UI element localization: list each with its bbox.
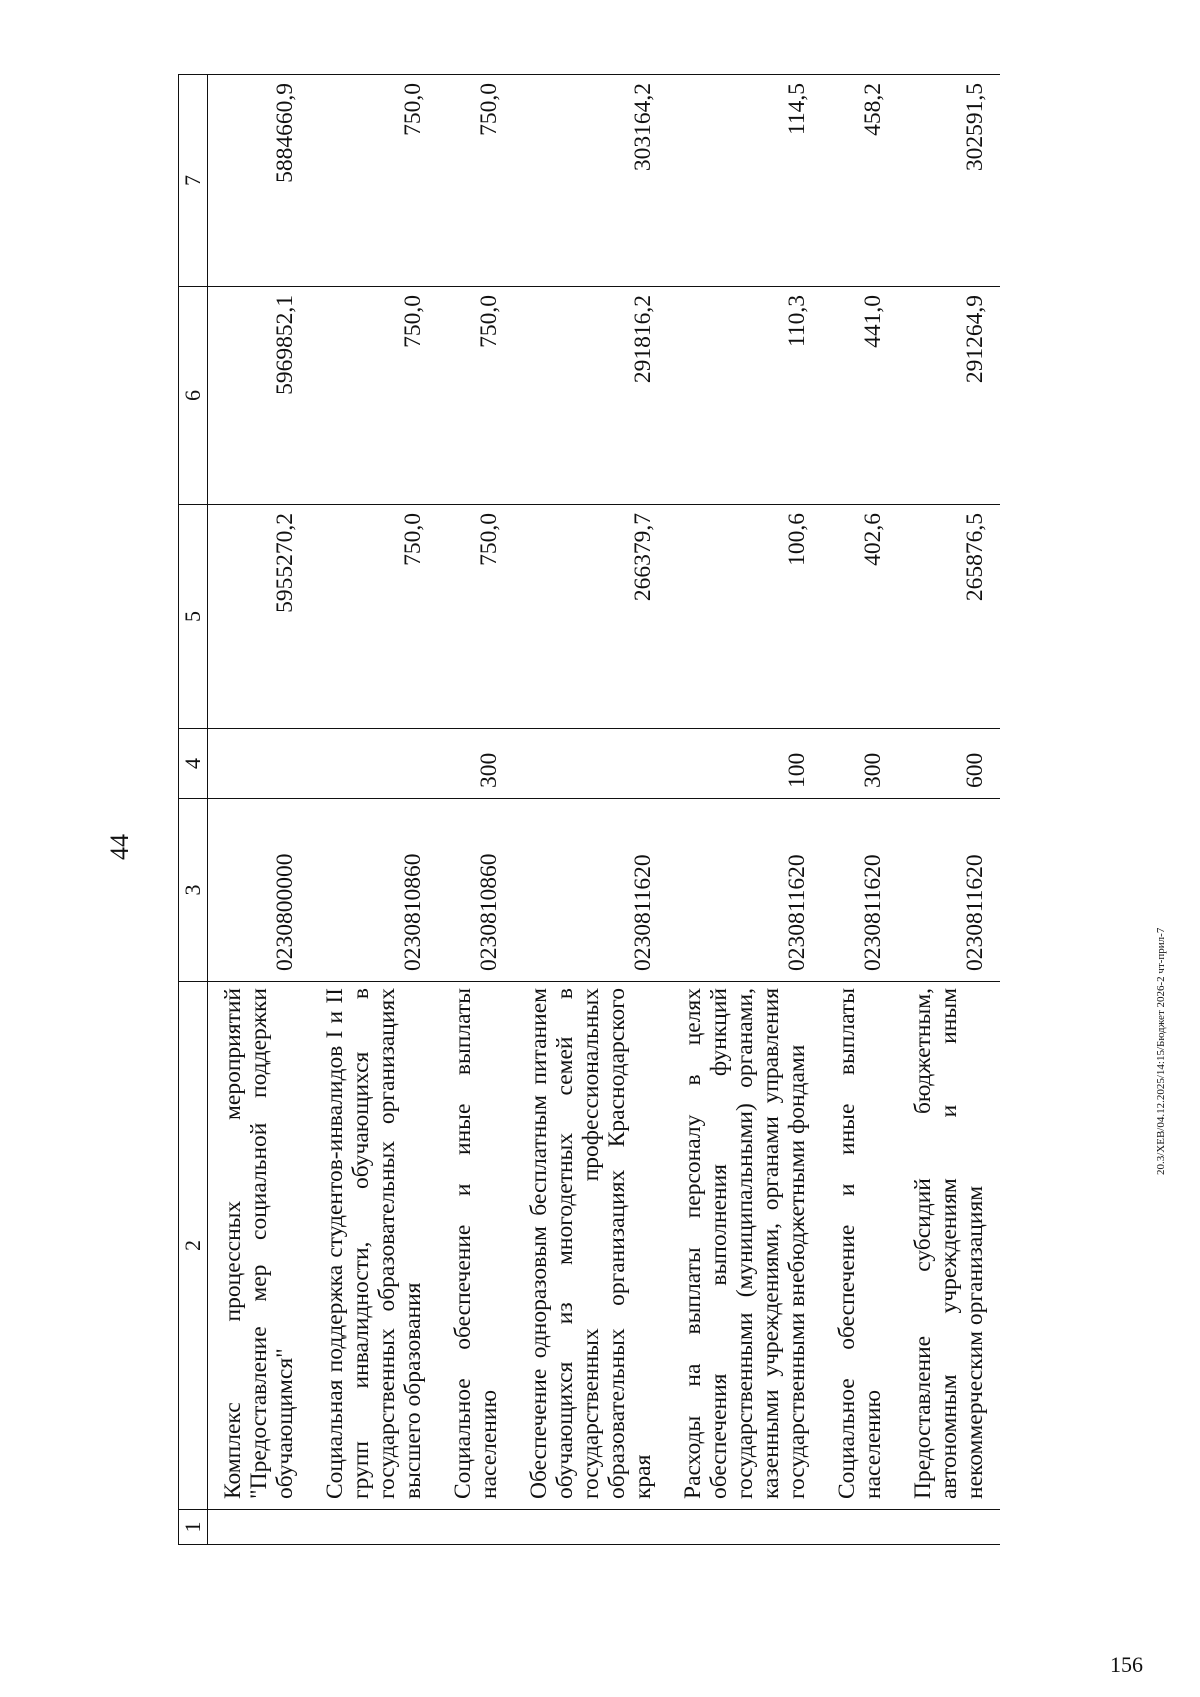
row-index-cell <box>208 1510 311 1545</box>
top-page-number: 44 <box>105 834 134 860</box>
table-row <box>822 75 898 1545</box>
amount-year2-cell: 110,3 <box>668 287 822 505</box>
amount-year1-cell: 402,6 <box>822 505 898 729</box>
amount-year3-cell: 5884660,9 <box>208 75 311 287</box>
table-row <box>310 75 438 1545</box>
row-index-cell <box>668 1510 822 1545</box>
expense-type-cell: 300 <box>438 729 514 799</box>
table-row <box>668 75 822 1545</box>
row-name-cell: Комплекс процессных мероприятий "Предоставление мер социальной поддержки обучающимся" <box>208 982 311 1510</box>
target-code-cell: 0230810860 <box>438 799 514 982</box>
table-row <box>208 75 311 1545</box>
column-header-2: 2 <box>179 982 208 1510</box>
row-name-cell: Социальное обеспечение и иные выплаты населению <box>822 982 898 1510</box>
column-header-1: 1 <box>179 1510 208 1545</box>
table-row <box>514 75 668 1545</box>
row-name-cell: Социальная поддержка студентов-инвалидов I и II групп инвалидности, обучающихся в государственных образовательных организациях высшего образования <box>310 982 438 1510</box>
row-name-cell: Расходы на выплаты персоналу в целях обеспечения выполнения функций государственными (муниципальными) органами, казенными учреждениями, органами управления государственными внебюджетными фондами <box>668 982 822 1510</box>
expense-type-cell <box>514 729 668 799</box>
amount-year1-cell: 100,6 <box>668 505 822 729</box>
bottom-page-number: 156 <box>1110 1652 1143 1677</box>
amount-year2-cell: 750,0 <box>438 287 514 505</box>
column-header-3: 3 <box>179 799 208 982</box>
amount-year3-cell: 458,2 <box>822 75 898 287</box>
row-index-cell <box>514 1510 668 1545</box>
amount-year3-cell: 303164,2 <box>514 75 668 287</box>
document-footer: 20.3/XEB/04.12.2025/14:15/Бюджет 2026-2 чт-прил-7 <box>1155 927 1167 1175</box>
target-code-cell: 0230800000 <box>208 799 311 982</box>
target-code-cell: 0230811620 <box>668 799 822 982</box>
row-index-cell <box>438 1510 514 1545</box>
amount-year1-cell: 266379,7 <box>514 505 668 729</box>
amount-year2-cell: 291816,2 <box>514 287 668 505</box>
amount-year1-cell: 750,0 <box>310 505 438 729</box>
row-name-cell: Социальное обеспечение и иные выплаты населению <box>438 982 514 1510</box>
column-header-6: 6 <box>179 287 208 505</box>
amount-year3-cell: 114,5 <box>668 75 822 287</box>
amount-year2-cell: 5969852,1 <box>208 287 311 505</box>
amount-year1-cell: 265876,5 <box>898 505 1000 729</box>
expense-type-cell: 100 <box>668 729 822 799</box>
amount-year2-cell: 291264,9 <box>898 287 1000 505</box>
amount-year3-cell: 750,0 <box>310 75 438 287</box>
target-code-cell: 0230810860 <box>310 799 438 982</box>
table-body <box>208 75 1001 1545</box>
amount-year2-cell: 750,0 <box>310 287 438 505</box>
target-code-cell: 0230811620 <box>514 799 668 982</box>
row-name-cell: Обеспечение одноразовым бесплатным питанием обучающихся из многодетных семей в государственных профессиональных образовательных организациях Краснодарского края <box>514 982 668 1510</box>
column-header-7: 7 <box>179 75 208 287</box>
table-row <box>438 75 514 1545</box>
expense-type-cell <box>310 729 438 799</box>
row-name-cell: Предоставление субсидий бюджетным, автономным учреждениям и иным некоммерческим организациям <box>898 982 1000 1510</box>
target-code-cell: 0230811620 <box>898 799 1000 982</box>
column-header-5: 5 <box>179 505 208 729</box>
table-row <box>898 75 1000 1545</box>
amount-year1-cell: 5955270,2 <box>208 505 311 729</box>
amount-year3-cell: 302591,5 <box>898 75 1000 287</box>
column-header-4: 4 <box>179 729 208 799</box>
row-index-cell <box>310 1510 438 1545</box>
budget-table <box>178 74 1000 1545</box>
expense-type-cell <box>208 729 311 799</box>
rotated-page-content <box>178 75 1048 1545</box>
table-header-row <box>179 75 208 1545</box>
amount-year1-cell: 750,0 <box>438 505 514 729</box>
amount-year2-cell: 441,0 <box>822 287 898 505</box>
amount-year3-cell: 750,0 <box>438 75 514 287</box>
row-index-cell <box>898 1510 1000 1545</box>
expense-type-cell: 300 <box>822 729 898 799</box>
expense-type-cell: 600 <box>898 729 1000 799</box>
target-code-cell: 0230811620 <box>822 799 898 982</box>
row-index-cell <box>822 1510 898 1545</box>
